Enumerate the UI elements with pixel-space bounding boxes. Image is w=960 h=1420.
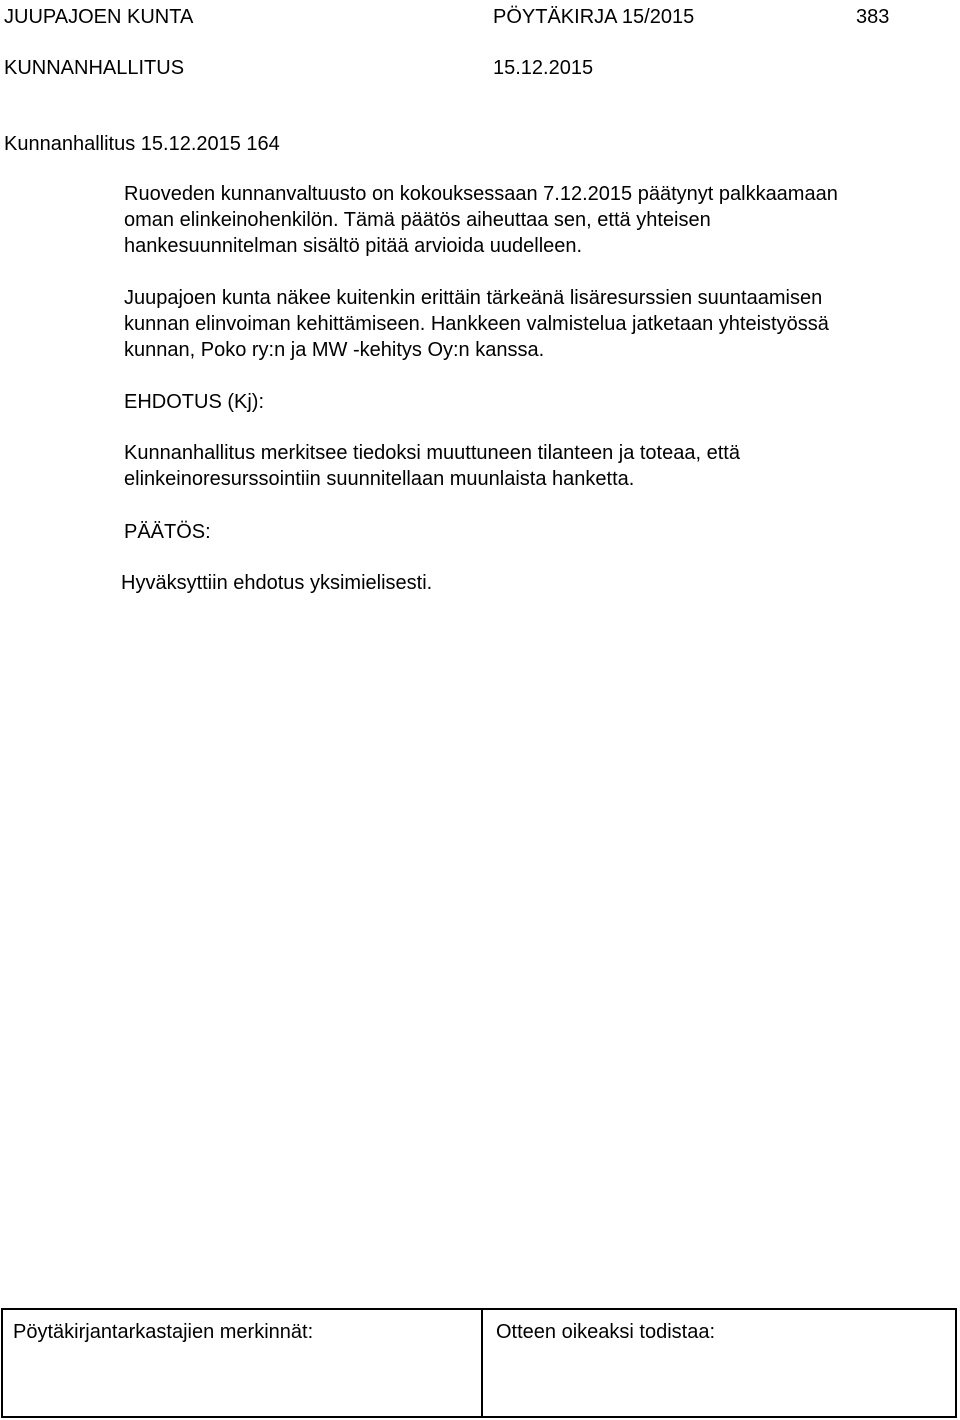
signature-divider xyxy=(481,1310,483,1416)
reviewers-notes-label: Pöytäkirjantarkastajien merkinnät: xyxy=(13,1321,314,1343)
proposal-heading: EHDOTUS (Kj): xyxy=(124,391,264,413)
paragraph-line: kunnan, Poko ry:n ja MW -kehitys Oy:n kanssa. xyxy=(124,339,545,361)
paragraph-line: hankesuunnitelman sisältö pitää arvioida uudelleen. xyxy=(124,235,583,257)
certified-copy-label: Otteen oikeaksi todistaa: xyxy=(496,1321,716,1343)
paragraph-line: Kunnanhallitus merkitsee tiedoksi muuttuneen tilanteen ja toteaa, että xyxy=(124,442,740,464)
municipality-name: JUUPAJOEN KUNTA xyxy=(4,6,194,28)
paragraph-line: Juupajoen kunta näkee kuitenkin erittäin tärkeänä lisäresurssien suuntaamisen xyxy=(124,287,823,309)
signature-box xyxy=(1,1308,957,1418)
section-reference: Kunnanhallitus 15.12.2015 164 xyxy=(4,133,280,155)
paragraph-line: Ruoveden kunnanvaltuusto on kokouksessaan 7.12.2015 päätynyt palkkaamaan xyxy=(124,183,838,205)
governing-body: KUNNANHALLITUS xyxy=(4,57,185,79)
document-type: PÖYTÄKIRJA 15/2015 xyxy=(493,6,695,28)
decision-heading: PÄÄTÖS: xyxy=(124,521,211,543)
meeting-date: 15.12.2015 xyxy=(493,57,594,79)
paragraph-1 xyxy=(124,181,924,259)
proposal-text xyxy=(124,440,924,492)
page-number: 383 xyxy=(856,6,890,28)
paragraph-2 xyxy=(124,285,924,363)
paragraph-line: elinkeinoresurssointiin suunnitellaan muunlaista hanketta. xyxy=(124,468,635,490)
paragraph-line: kunnan elinvoiman kehittämiseen. Hankkeen valmistelua jatketaan yhteistyössä xyxy=(124,313,829,335)
decision-text: Hyväksyttiin ehdotus yksimielisesti. xyxy=(121,572,433,594)
paragraph-line: oman elinkeinohenkilön. Tämä päätös aiheuttaa sen, että yhteisen xyxy=(124,209,711,231)
